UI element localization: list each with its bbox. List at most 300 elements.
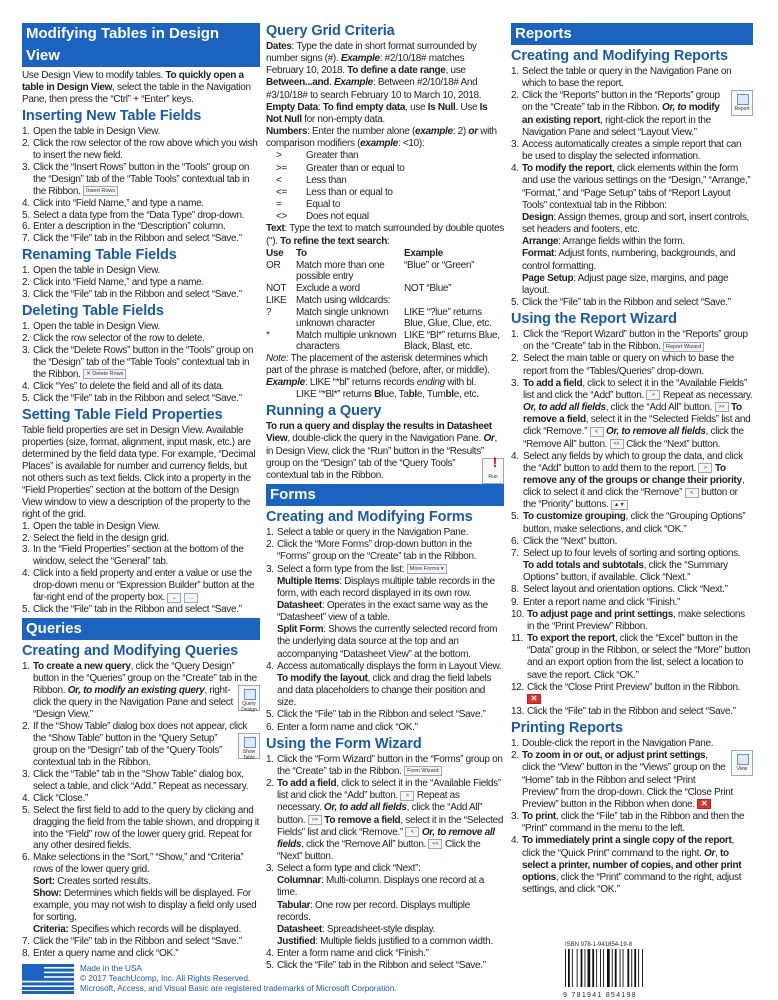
text-run: , click to select it and click the “Remove” — [523, 475, 745, 499]
operator-symbol: <> — [276, 211, 288, 223]
operator-symbol: < — [276, 174, 282, 186]
item-number: 1. — [22, 265, 30, 277]
close-print-preview-icon[interactable]: ✕ — [697, 799, 711, 809]
text-run: LIKE “*Bl*” returns — [296, 389, 375, 401]
item-number: 5. — [22, 604, 30, 616]
barcode-bar — [592, 949, 594, 987]
table-cell: LIKE — [266, 294, 287, 306]
list-item — [266, 863, 504, 948]
list-item — [266, 661, 504, 710]
insert-rows-icon[interactable]: Insert Rows — [83, 186, 118, 196]
item-number: 6. — [22, 852, 30, 864]
bold-text: Split Form — [277, 624, 324, 636]
bold-text: bl — [408, 389, 417, 401]
text-run: . — [329, 77, 334, 89]
bold-text: bl — [445, 389, 454, 401]
text-run: Click into a field property and enter a value or use the drop-down menu or “Expression Builder” button at the far-right end of the property box. — [33, 568, 255, 604]
text-run: Make selections in the “Sort,” “Show,” and “Criteria” rows of the lower query grid. — [33, 852, 244, 876]
list-item — [22, 533, 260, 545]
text-run: Select a data type from the “Data Type” drop-down. — [33, 209, 245, 221]
item-number: 3. — [266, 563, 274, 575]
text-run: Select a form type from the list: — [277, 563, 407, 575]
numbered-list — [22, 265, 260, 301]
list-item — [511, 66, 753, 90]
text-run: button or the “Priority” buttons. — [523, 487, 738, 511]
subsection-heading: Creating and Modifying Forms — [266, 509, 473, 526]
bold-text: To add a field — [523, 377, 583, 389]
text-run: Click the “Next” button. — [623, 438, 721, 450]
paragraph — [266, 353, 504, 377]
text-run: Click the “File” tab in the Ribbon and select “Save.” — [522, 296, 731, 308]
subsection-heading: Using the Report Wizard — [511, 311, 677, 328]
item-number: 7. — [22, 233, 30, 245]
query-design-icon[interactable]: Query Design — [238, 685, 260, 711]
text-run: with bl. — [444, 376, 476, 388]
paragraph — [22, 70, 260, 106]
text-run: , click the “Remove All” button. — [523, 426, 744, 450]
text-run: , select it in the “Selected Fields” list and click “Remove.” — [523, 414, 751, 438]
text-run: Specifies which records will be displayed. — [68, 924, 241, 936]
text-run: , select it in the “Selected Fields” list and click “Remove.” — [277, 814, 504, 838]
text-run: Repeat as necessary. — [660, 389, 753, 401]
table-cell: Match single unknown unknown character — [296, 306, 389, 329]
item-number: 13. — [511, 705, 524, 717]
text-run: : Adjust page size, margins, and page layout. — [522, 272, 729, 296]
item-number: 3. — [22, 768, 30, 780]
list-item — [511, 682, 753, 706]
text-run: Enter a description in the “Description” column. — [33, 221, 226, 233]
text-run: Select up to four levels of sorting and sorting options. — [523, 547, 741, 559]
comparison-operators-table — [276, 150, 405, 223]
text-run: , use — [445, 65, 466, 77]
text-run: , click and drag the field labels and data placeholders to change their position and size. — [277, 672, 492, 709]
list-item — [22, 289, 260, 301]
item-number: 4. — [266, 948, 274, 960]
list-item — [266, 564, 504, 661]
list-item — [511, 584, 753, 596]
bold-text: Numbers — [266, 126, 308, 138]
barcode-bar — [634, 949, 636, 987]
text-run: , — [715, 847, 720, 859]
operator-symbol: >= — [276, 162, 288, 174]
item-number: 1. — [22, 661, 30, 673]
list-item — [22, 210, 260, 222]
text-run: , right-click the report in the Navigation Pane and select “Layout View.” — [522, 114, 711, 138]
operator-meaning: Less than or equal to — [306, 186, 393, 198]
text-run: : Adjust fonts, numbering, backgrounds, and control formatting. — [522, 248, 736, 272]
text-run: Open the table in Design View. — [33, 321, 160, 333]
list-item — [22, 321, 260, 333]
italic-text: Note: — [266, 352, 289, 364]
item-number: 8. — [22, 948, 30, 960]
bold-italic-text: Or, to add all fields — [523, 402, 606, 414]
subsection-heading: Setting Table Field Properties — [22, 406, 223, 423]
barcode-number: 9 781941 854198 — [563, 992, 637, 999]
item-number: 5. — [511, 296, 519, 308]
subsection-heading: Printing Reports — [511, 720, 623, 737]
item-number: 2. — [22, 720, 30, 732]
bold-text: Design — [522, 211, 554, 223]
bold-text: Columnar — [277, 875, 322, 887]
list-item — [22, 948, 260, 960]
text-run: The placement of the asterisk determines which part of the phrase is matched (before, after, or middle). — [266, 352, 490, 376]
bold-text: Bl — [374, 389, 384, 401]
paragraph — [266, 102, 504, 126]
table-cell: Exclude a word — [296, 282, 360, 294]
bold-text: To find empty data — [322, 101, 406, 113]
text-run: Repeat as necessary. — [277, 790, 460, 814]
list-item — [22, 345, 260, 381]
item-number: 2. — [22, 333, 30, 345]
bold-text: Arrange — [522, 236, 559, 248]
table-cell: NOT — [266, 282, 287, 294]
operator-symbol: = — [276, 199, 282, 211]
table-cell: NOT “Blue” — [404, 282, 452, 294]
add-icon[interactable]: > — [400, 791, 414, 801]
remove-all-icon[interactable]: << — [428, 839, 442, 849]
bold-text: To quickly open a table in Design View — [22, 70, 244, 93]
bold-text: To modify the layout — [277, 672, 368, 684]
remove-icon[interactable]: < — [590, 427, 604, 437]
item-number: 6. — [22, 221, 30, 233]
view-icon[interactable]: View — [731, 750, 753, 776]
bold-italic-text: Example — [266, 376, 305, 388]
list-item — [22, 221, 260, 233]
barcode-bar — [600, 949, 601, 987]
list-item — [22, 233, 260, 245]
text-run: Enter a form name and click “OK.” — [277, 721, 418, 733]
section-header: Modifying Tables in Design View — [22, 23, 260, 67]
text-run: , click the “Summary Options” button, if available. Click “Next.” — [523, 560, 728, 584]
item-number: 4. — [22, 568, 30, 580]
item-number: 5. — [22, 392, 30, 404]
bold-text: To remove any of the groups or change their priority — [523, 462, 742, 486]
list-item — [22, 769, 260, 793]
text-run: Enter a report name and click “Finish.” — [523, 596, 681, 608]
list-item — [511, 297, 753, 309]
copyright: © 2017 TeachUcomp, Inc. All Rights Reserved. — [80, 974, 251, 983]
delete-rows-icon[interactable]: ✕ Delete Rows — [83, 369, 126, 379]
barcode-bar — [603, 949, 604, 987]
text-run: Table field properties are set in Design View. Available properties (size, format, alignment, input mask, etc.) are determined by the field data type. For example, “Decimal Places” is available for number and currency fields, but not others such as text fields. Click into a property in the “Field Properties” section at the bottom of the Design View window to view a description of the property to the right of the grid. — [22, 424, 256, 520]
bold-text: To zoom in or out, or adjust print settings — [522, 750, 706, 762]
list-sub-paragraph — [522, 212, 753, 236]
text-run: Enter a form name and click “Finish.” — [277, 948, 429, 960]
barcode-bar — [612, 949, 613, 987]
text-run: , click the “View” button in the “Views” group on the “Home” tab in the Ribbon and select “Print Preview” from the drop-down. Click the “Close Print Preview” button in the Ribbon when done. — [522, 750, 733, 810]
table-row — [266, 260, 504, 283]
item-number: 2. — [511, 353, 519, 365]
table-row — [266, 330, 504, 353]
bold-text: to select a printer, number of copies, and other print options — [522, 847, 742, 883]
item-number: 4. — [22, 197, 30, 209]
list-item — [511, 835, 753, 896]
add-icon[interactable]: > — [698, 463, 712, 473]
list-item — [22, 544, 260, 568]
run-icon[interactable]: ! Run — [482, 458, 504, 484]
list-item — [266, 948, 504, 960]
list-sub-paragraph — [277, 936, 504, 948]
barcode-bar — [581, 949, 583, 987]
item-number: 1. — [266, 527, 274, 539]
text-run: Open the table in Design View. — [33, 265, 160, 277]
list-item — [511, 353, 753, 377]
text-run: Click the “File” tab in the Ribbon and select “Save.” — [277, 960, 486, 972]
list-sub-paragraph — [33, 876, 260, 888]
paragraph — [266, 223, 504, 247]
isbn-label: ISBN 978-1-941854-19-8 — [565, 942, 633, 948]
text-run: Click the “File” tab in the Ribbon and select “Save.” — [527, 705, 736, 717]
table-cell: * — [266, 329, 270, 341]
text-run: , make selections in the “Print Preview” Ribbon. — [527, 608, 745, 632]
text-run: : #2/10/18# matches February 10, 2018. — [266, 53, 465, 77]
list-item — [22, 661, 260, 721]
list-sub-paragraph — [277, 875, 504, 899]
table-cell: Match more than one possible entry — [296, 259, 385, 282]
bold-text: To remove a field — [324, 814, 401, 826]
bold-text: To define a date range — [347, 65, 446, 77]
item-number: 3. — [511, 811, 519, 823]
subsection-heading: Creating and Modifying Queries — [22, 643, 239, 660]
list-item — [511, 329, 753, 353]
operator-meaning: Does not equal — [306, 211, 369, 223]
list-item — [22, 277, 260, 289]
text-run: : Type the date in short format surrounded by number signs (#). — [266, 41, 477, 65]
dropdown-arrow-icon[interactable]: ⌄ — [167, 593, 181, 603]
text-search-table — [266, 248, 504, 353]
numbered-list — [22, 126, 260, 246]
bold-text: To immediately print a single copy of the report — [522, 835, 732, 847]
text-run: , click the “Quick Print” command to the right. — [522, 835, 734, 859]
text-run: e, Tum — [416, 389, 446, 401]
text-run: , click the “Query Design” button in the “Queries” group on the “Create” tab in the Ribbon. — [33, 661, 257, 697]
operator-symbol: > — [276, 150, 282, 162]
text-run: Click “Close.” — [33, 792, 88, 804]
section-header: Queries — [22, 618, 260, 640]
right-column — [511, 21, 753, 896]
text-run: Click the “File” tab in the Ribbon and select “Save.” — [277, 709, 486, 721]
bold-text: To refine the text search — [280, 235, 388, 247]
item-number: 11. — [511, 633, 524, 645]
item-number: 1. — [22, 321, 30, 333]
list-item — [22, 265, 260, 277]
list-item — [22, 162, 260, 198]
list-item — [511, 139, 753, 163]
section-header: Reports — [511, 23, 753, 45]
table-cell: OR — [266, 259, 281, 271]
text-run: , click the “File” tab in the Ribbon and then the “Print” command in the menu to the left. — [522, 811, 745, 835]
item-number: 5. — [266, 709, 274, 721]
add-icon[interactable]: > — [646, 390, 660, 400]
barcode-bar — [642, 949, 643, 987]
operator-row — [276, 163, 405, 175]
numbered-list — [511, 738, 753, 896]
bold-text: Datasheet — [277, 600, 322, 611]
list-item — [266, 539, 504, 563]
item-number: 1. — [22, 125, 30, 137]
item-number: 1. — [511, 66, 519, 77]
item-number: 2. — [22, 137, 30, 149]
text-run: for non-empty data. — [301, 113, 385, 125]
text-run: Click the “More Forms” drop-down button in the “Forms” group on the “Create” tab in the Ribbon. — [277, 539, 477, 563]
list-item — [511, 811, 753, 835]
bold-text: Page Setup — [522, 272, 574, 284]
bold-text: Sort: — [33, 876, 55, 888]
table-row — [266, 295, 504, 307]
expression-builder-icon[interactable]: … — [184, 593, 198, 603]
trademark-notice: Microsoft, Access, and Visual Basic are registered trademarks of Microsoft Corporation. — [80, 984, 397, 993]
operator-symbol: <= — [276, 186, 288, 198]
barcode-bar — [623, 949, 624, 987]
text-run: In the “Field Properties” section at the bottom of the window, select the “General” tab. — [33, 544, 244, 568]
list-item — [511, 633, 753, 682]
text-run: : Arrange fields within the form. — [558, 236, 685, 248]
text-run: : Type the text to match surrounded by double quotes ("). — [266, 223, 504, 247]
paragraph — [22, 425, 260, 521]
bold-italic-text: Or — [704, 847, 716, 859]
bold-text: Criteria: — [33, 924, 69, 936]
subsection-heading: Renaming Table Fields — [22, 247, 177, 264]
paragraph — [266, 126, 504, 150]
bold-text: To print — [522, 811, 556, 823]
remove-icon[interactable]: < — [685, 488, 699, 498]
barcode-bar — [638, 949, 639, 987]
item-number: 5. — [22, 209, 30, 221]
numbered-list — [511, 66, 753, 309]
operator-meaning: Equal to — [306, 199, 341, 211]
subsection-heading: Creating and Modifying Reports — [511, 48, 728, 64]
list-item — [511, 163, 753, 297]
add-all-icon[interactable]: >> — [308, 815, 322, 825]
barcode-bars — [563, 949, 643, 987]
list-item — [22, 138, 260, 162]
list-item — [22, 381, 260, 393]
numbered-list — [22, 321, 260, 405]
text-run: Click the “Close Print Preview” button in the Ribbon. — [527, 681, 741, 693]
subsection-heading: Using the Form Wizard — [266, 735, 422, 752]
bold-text: Is Not Null — [266, 101, 488, 125]
item-number: 1. — [22, 520, 30, 532]
text-run: : Multi-column. Displays one record at a time. — [277, 875, 484, 899]
item-number: 5. — [511, 511, 519, 523]
list-item — [511, 536, 753, 548]
remove-icon[interactable]: < — [405, 827, 419, 837]
text-run: : Multiple fields justified to a common width. — [315, 936, 493, 948]
text-run: Click the “File” tab in the Ribbon and select “Save.” — [33, 604, 242, 616]
text-run: , click the “Remove All” button. — [301, 838, 429, 850]
barcode-bar — [588, 949, 591, 987]
text-run: e, etc. — [453, 389, 479, 401]
item-number: 2. — [266, 539, 274, 551]
item-number: 6. — [511, 535, 519, 547]
report-wizard-icon[interactable]: Report Wizard — [663, 342, 704, 352]
text-run: , click to select it in the “Available Fields” list and click the “Add” button. — [523, 377, 747, 401]
list-sub-paragraph — [277, 600, 504, 624]
item-number: 3. — [22, 544, 30, 556]
text-run: , right-click the query in the Navigation Pane and select “Design View.” — [33, 685, 234, 720]
text-run: Select any fields by which to group the data, and click the “Add” button to add them to the report. — [523, 450, 743, 474]
item-number: 1. — [511, 329, 519, 341]
item-number: 1. — [266, 753, 274, 765]
operator-row — [276, 187, 405, 199]
list-sub-paragraph — [33, 924, 260, 936]
paragraph — [266, 41, 504, 102]
operator-row — [276, 199, 405, 211]
text-run: Use Design View to modify tables. — [22, 70, 166, 81]
list-item — [22, 805, 260, 853]
column-header: To — [296, 247, 307, 259]
text-run: Select a form type and click “Next”: — [277, 863, 421, 875]
text-run: with comparison modifiers ( — [266, 126, 497, 150]
usa-flag-icon — [22, 964, 74, 994]
list-item — [22, 333, 260, 345]
report-icon[interactable]: Report — [731, 90, 753, 116]
bold-text: Tabular — [277, 899, 311, 911]
priority-icon[interactable]: ▲▼ — [611, 500, 628, 510]
bold-text: Datasheet — [277, 923, 322, 935]
remove-all-icon[interactable]: << — [610, 439, 624, 449]
column-header: Use — [266, 247, 284, 259]
bold-text: Dates — [266, 41, 292, 52]
list-item — [511, 609, 753, 633]
operator-row — [276, 211, 405, 223]
list-item — [511, 750, 753, 811]
item-number: 9. — [511, 596, 519, 608]
text-run: : Between #2/10/18# And #3/10/18# to search February 10 to March 10, 2018. — [266, 77, 482, 101]
table-row — [266, 283, 504, 295]
item-number: 2. — [22, 532, 30, 544]
close-print-preview-icon[interactable]: ✕ — [527, 694, 541, 704]
middle-column — [266, 21, 504, 973]
show-table-icon[interactable]: Show Table — [238, 733, 260, 759]
text-run: : Spreadsheet-style display. — [321, 923, 436, 935]
bold-text: To remove a field — [523, 402, 742, 426]
numbered-list — [266, 754, 504, 973]
item-number: 3. — [511, 377, 519, 389]
text-run: Click the row selector of the row above which you wish to insert the new field. — [33, 137, 258, 161]
operator-meaning: Greater than or equal to — [306, 162, 405, 174]
text-run: group on the “Design” tab of the “Query Tools” contextual tab in the Ribbon. — [33, 744, 223, 768]
text-run: , in Design View, click the “Run” button in the “Results” group on the “Design” tab of the “Query — [266, 433, 497, 469]
text-run: , click elements within the form and use the various settings on the “Design,” “Arrange,” “Format,” and “Page Setup” tabs of “Report Layout Tools” contextual tab in the Ribbon: — [522, 163, 751, 211]
text-run: Access automatically creates a simple report that can be used to display the selected information. — [522, 138, 742, 163]
bold-text: Between...and — [266, 77, 330, 89]
text-run: If the “Show Table” dialog box does not appear, click the “Show Table” button in the “Query Setup” — [33, 720, 248, 744]
subsection-heading: Query Grid Criteria — [266, 23, 395, 39]
form-wizard-icon[interactable]: Form Wizard — [404, 766, 441, 776]
text-run: Click the “Reports” button in the “Reports” group on the “Create” tab in the Ribbon. — [522, 90, 720, 114]
add-all-icon[interactable]: >> — [715, 402, 729, 412]
made-in-usa: Made in the USA — [80, 964, 142, 973]
item-number: 3. — [22, 289, 30, 301]
list-item — [22, 721, 260, 769]
list-item — [511, 378, 753, 451]
item-number: 4. — [22, 381, 30, 393]
table-cell: LIKE “?lue” returns Blue, Glue, Clue, etc. — [404, 306, 492, 329]
list-sub-paragraph — [522, 236, 753, 248]
item-number: 3. — [511, 138, 519, 150]
text-run: Click the “Insert Rows” button in the “Tools” group on the “Design” tab of the “Table Tools” contextual tab in the Ribbon. — [33, 161, 250, 197]
bold-italic-text: Example — [340, 53, 380, 65]
more-forms-icon[interactable]: More Forms ▾ — [407, 564, 447, 574]
text-run: , click the “Grouping Options” button, make selections, and click “OK.” — [523, 511, 746, 535]
bold-text: Format — [522, 248, 554, 260]
item-number: 4. — [22, 792, 30, 804]
item-number: 4. — [266, 660, 274, 672]
item-number: 6. — [266, 721, 274, 733]
list-item — [266, 778, 504, 863]
text-run: Tools” contextual tab in the Ribbon. — [266, 457, 456, 481]
